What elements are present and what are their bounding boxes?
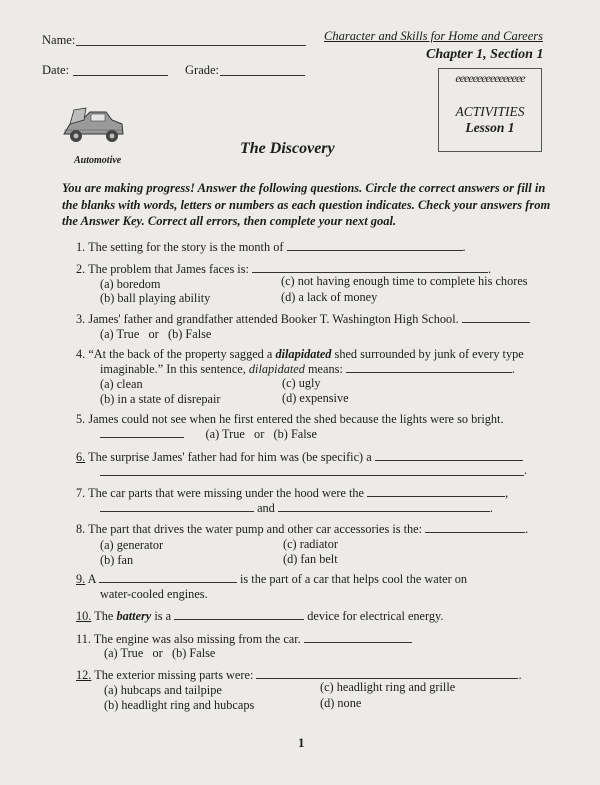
- q6-answer-blank-1[interactable]: [375, 459, 523, 461]
- q12-option-d[interactable]: (d) none: [320, 696, 362, 710]
- q4-answer-blank[interactable]: [346, 371, 512, 373]
- q9-answer-blank[interactable]: [99, 581, 237, 583]
- q7-answer-blank-3[interactable]: [278, 510, 490, 512]
- q8-option-d[interactable]: (d) fan belt: [283, 552, 338, 566]
- q6-answer-blank-2[interactable]: [100, 474, 524, 476]
- q11-options: (a) True or (b) False: [104, 646, 216, 660]
- question-4: 4. “At the back of the property sagged a dilapidated shed surrounded by junk of every type: [76, 347, 524, 361]
- question-9-line-2: water-cooled engines.: [100, 587, 208, 601]
- activities-label: ACTIVITIES: [455, 104, 525, 119]
- q12-option-b[interactable]: (b) headlight ring and hubcaps: [104, 698, 255, 712]
- question-9: 9. A is the part of a car that helps cool the water on: [76, 572, 468, 586]
- date-field[interactable]: [73, 74, 168, 76]
- q12-answer-blank[interactable]: [256, 677, 518, 679]
- q7-answer-blank-2[interactable]: [100, 510, 254, 512]
- question-7: 7. The car parts that were missing under the hood were the ,: [76, 486, 509, 500]
- q5-option-true[interactable]: (a) True: [205, 427, 245, 441]
- q8-option-b[interactable]: (b) fan: [100, 553, 134, 567]
- q5-answer-blank[interactable]: [100, 436, 184, 438]
- question-11: 11. The engine was also missing from the car.: [76, 632, 412, 647]
- q3-answer-blank[interactable]: [462, 321, 530, 323]
- q5-option-false[interactable]: (b) False: [273, 427, 317, 441]
- q11-answer-blank[interactable]: [304, 641, 412, 643]
- name-label: Name:: [42, 33, 76, 47]
- question-2: 2. The problem that James faces is: .: [76, 262, 492, 276]
- q1-answer-blank[interactable]: [287, 249, 463, 251]
- grade-field[interactable]: [220, 74, 305, 76]
- q8-option-a[interactable]: (a) generator: [100, 538, 164, 552]
- q12-option-a[interactable]: (a) hubcaps and tailpipe: [104, 683, 222, 697]
- q3-option-false[interactable]: (b) False: [168, 327, 212, 341]
- q2-option-a[interactable]: (a) boredom: [100, 277, 161, 291]
- question-7-line-2: and .: [100, 501, 493, 516]
- question-8: 8. The part that drives the water pump and other car accessories is the: .: [76, 522, 529, 536]
- q8-option-c[interactable]: (c) radiator: [283, 537, 338, 551]
- q12-option-c[interactable]: (c) headlight ring and grille: [320, 680, 456, 694]
- question-10: 10. The battery is a device for electrical energy.: [76, 609, 444, 623]
- q2-option-b[interactable]: (b) ball playing ability: [100, 291, 211, 305]
- chapter-label: Chapter 1, Section 1: [426, 47, 544, 62]
- question-4-line-2: imaginable.” In this sentence, dilapidated means: .: [100, 362, 515, 376]
- q2-option-d[interactable]: (d) a lack of money: [281, 290, 378, 304]
- intro-instructions: You are making progress! Answer the following questions. Circle the correct answers or fill in the blanks with words, letters or numbers as each question indicates. Check your answers from the Answer Key. Correct all errors, then complete your next goal.: [62, 181, 551, 228]
- q5-options: (a) True or (b) False: [100, 427, 317, 442]
- page-title: The Discovery: [240, 140, 335, 157]
- lesson-label: Lesson 1: [465, 120, 515, 135]
- logo-caption: Automotive: [74, 155, 122, 166]
- name-field[interactable]: [76, 44, 306, 46]
- q4-option-c[interactable]: (c) ugly: [282, 376, 321, 390]
- automotive-logo: [60, 104, 126, 166]
- q11-option-false[interactable]: (b) False: [172, 646, 216, 660]
- q2-option-c[interactable]: (c) not having enough time to complete his chores: [281, 274, 528, 288]
- series-title: Character and Skills for Home and Careers: [324, 29, 543, 43]
- question-12: 12. The exterior missing parts were: .: [76, 668, 522, 682]
- q2-answer-blank[interactable]: [252, 271, 488, 273]
- q4-option-b[interactable]: (b) in a state of disrepair: [100, 392, 221, 406]
- q11-option-true[interactable]: (a) True: [104, 646, 144, 660]
- question-1: 1. The setting for the story is the month of .: [76, 240, 466, 254]
- question-5: 5. James could not see when he first entered the shed because the lights were so bright.: [76, 412, 504, 426]
- activities-box: [438, 68, 542, 152]
- question-3: 3. James' father and grandfather attended Booker T. Washington High School.: [76, 312, 530, 327]
- page-number: 1: [298, 735, 305, 750]
- grade-label: Grade:: [185, 63, 220, 77]
- date-label: Date:: [42, 63, 70, 77]
- q3-options: (a) True or (b) False: [100, 327, 212, 341]
- q3-option-true[interactable]: (a) True: [100, 327, 140, 341]
- q8-answer-blank[interactable]: [425, 531, 525, 533]
- q4-option-a[interactable]: (a) clean: [100, 377, 143, 391]
- question-6: 6. The surprise James' father had for him was (be specific) a: [76, 450, 523, 465]
- spiral-binding: eeeeeeeeeeeeeeee: [455, 71, 525, 85]
- car-icon: [60, 104, 126, 152]
- q10-answer-blank[interactable]: [174, 618, 304, 620]
- q4-option-d[interactable]: (d) expensive: [282, 391, 349, 405]
- q7-answer-blank-1[interactable]: [367, 495, 505, 497]
